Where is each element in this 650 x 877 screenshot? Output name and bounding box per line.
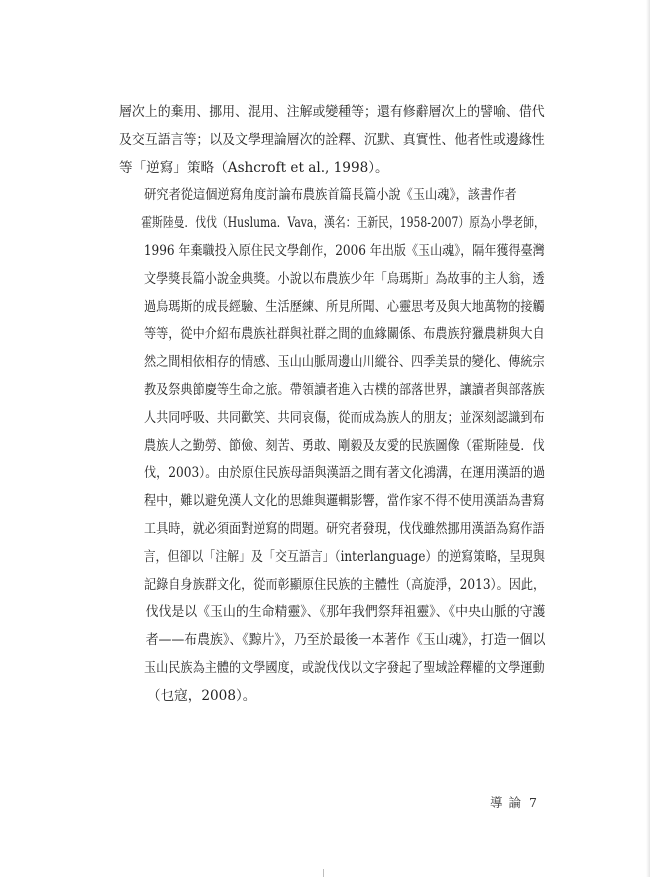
text-line: 人共同呼吸、共同歡笑、共同哀傷，從而成為族人的朋友；並深刻認識到布 xyxy=(144,409,545,426)
text-line: 農族人之勤勞、節儉、刻苦、勇敢、剛毅及友愛的民族圖像（霍斯陸曼．伐 xyxy=(144,437,545,454)
text-line: 伐伐是以《玉山的生命精靈》、《那年我們祭拜祖靈》、《中央山脈的守護 xyxy=(145,604,546,621)
text-line: 過烏瑪斯的成長經驗、生活歷練、所見所聞、心靈思考及與大地萬物的接觸 xyxy=(144,298,545,315)
text-line: 伐，2003）。由於原住民族母語與漢語之間有著文化鴻溝，在運用漢語的過 xyxy=(144,465,546,482)
text-line: 研究者從這個逆寫角度討論布農族首篇長篇小說《玉山魂》，該書作者 xyxy=(144,187,517,204)
running-footer-title: 導論 xyxy=(490,795,528,810)
text-line: 文學獎長篇小說金典獎。小說以布農族少年「烏瑪斯」為故事的主人翁，透 xyxy=(144,270,545,287)
body-text xyxy=(119,99,545,711)
page-footer xyxy=(490,793,570,811)
text-line: （乜寇，2008）。 xyxy=(147,687,257,704)
text-line: 言，但卻以「注解」及「交互語言」（interlanguage）的逆寫策略，呈現與 xyxy=(143,548,545,565)
text-line: 等「逆寫」策略（Ashcroft et al., 1998）。 xyxy=(119,159,389,176)
text-line: 然之間相依相存的情感、玉山山脈周邊山川縱谷、四季美景的變化、傳統宗 xyxy=(144,354,545,371)
text-line: 霍斯陸曼．伐伐（Husluma．Vava，漢名：王新民，1958-2007）原為小學老師， xyxy=(141,215,545,232)
page-number: 7 xyxy=(529,795,537,810)
crop-mark xyxy=(323,869,324,877)
text-line: 教及祭典節慶等生命之旅。帶領讀者進入古樸的部落世界，讓讀者與部落族 xyxy=(144,381,545,398)
text-line: 1996 年棄職投入原住民文學創作，2006 年出版《玉山魂》，隔年獲得臺灣 xyxy=(143,242,545,259)
text-line: 記錄自身族群文化，從而彰顯原住民族的主體性（高旋淨，2013）。因此， xyxy=(144,576,546,593)
text-line: 等等，從中介紹布農族社群與社群之間的血緣關係、布農族狩獵農耕與大自 xyxy=(144,326,545,343)
text-line: 程中，難以避免漢人文化的思維與邏輯影響，當作家不得不使用漢語為書寫 xyxy=(144,493,545,510)
text-line: 及交互語言等；以及文學理論層次的詮釋、沉默、真實性、他者性或邊緣性 xyxy=(119,131,545,148)
text-line: 玉山民族為主體的文學國度，或說伐伐以文字發起了聖域詮釋權的文學運動 xyxy=(144,659,545,676)
text-line: 層次上的棄用、挪用、混用、注解或變種等；還有修辭層次上的譬喻、借代 xyxy=(119,104,545,120)
paragraph-2 xyxy=(119,182,545,710)
text-line: 工具時，就必須面對逆寫的問題。研究者發現，伐伐雖然挪用漢語為寫作語 xyxy=(144,520,545,537)
paragraph-1 xyxy=(119,99,545,182)
page-edge-shadow xyxy=(646,0,650,877)
text-line: 者——布農族》、《黥片》，乃至於最後一本著作《玉山魂》，打造一個以 xyxy=(145,632,546,649)
